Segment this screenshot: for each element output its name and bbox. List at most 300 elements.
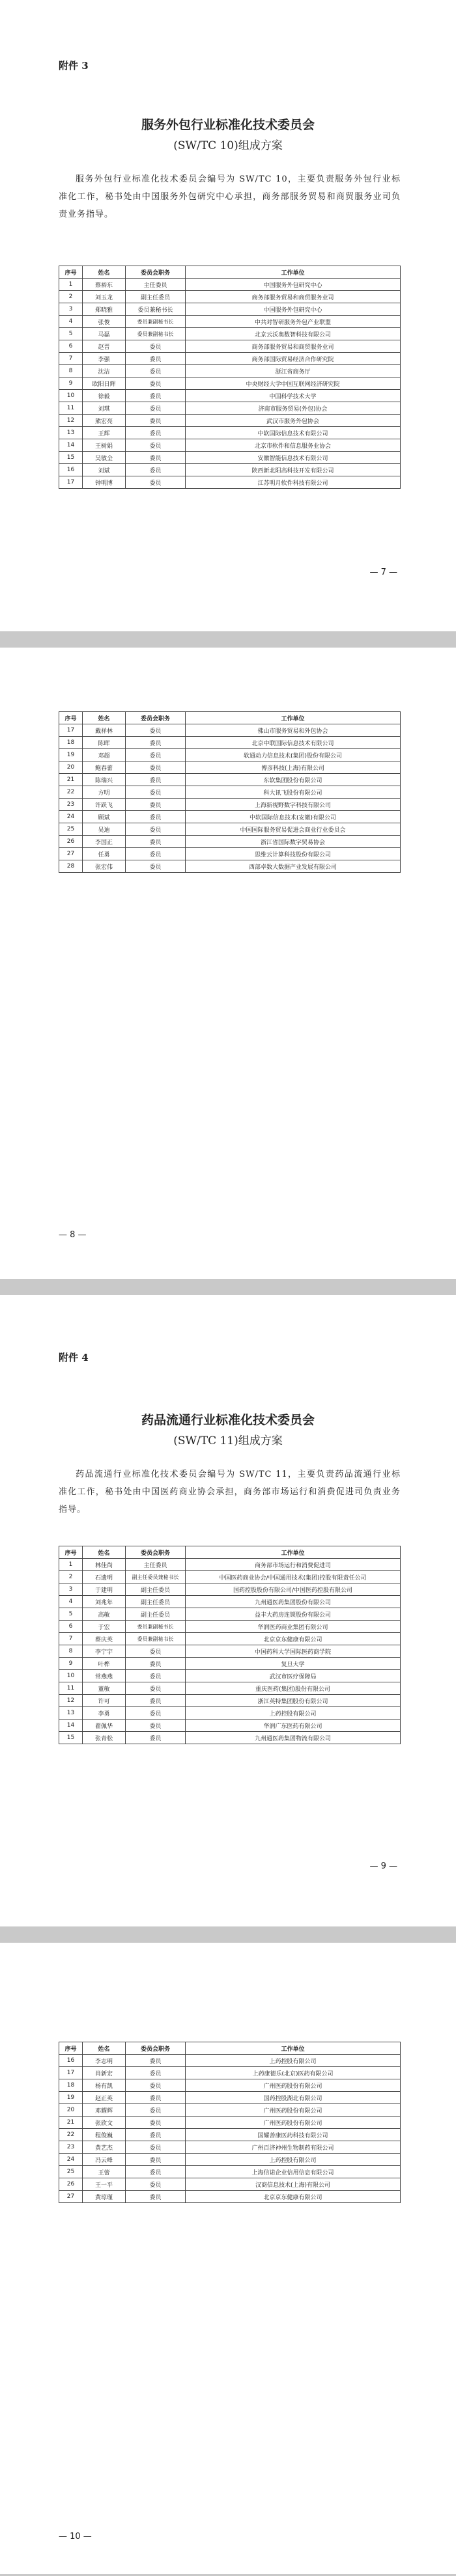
organization-cell: 安徽智能信息技术有限公司 [186,452,401,464]
name-cell: 蔡裕东 [83,279,126,291]
table-row [59,1682,401,1695]
role-cell: 主任委员 [126,279,186,291]
table-row [59,365,401,377]
column-header: 委员会职务 [126,712,186,724]
row-number-cell: 16 [59,2055,83,2067]
document-page-2 [0,648,456,1279]
row-number-cell: 4 [59,316,83,328]
row-number-cell: 5 [59,1608,83,1621]
role-cell: 委员 [126,724,186,737]
organization-cell: 商务部服务贸易和商贸服务业司 [186,340,401,353]
name-cell: 欧阳日辉 [83,377,126,390]
row-number-cell: 28 [59,860,83,873]
organization-cell: 商务部服务贸易和商贸服务业司 [186,291,401,303]
organization-cell: 商务部国际贸易经济合作研究院 [186,353,401,365]
table-row [59,390,401,402]
organization-cell: 北京中联国际信息技术有限公司 [186,737,401,749]
row-number-cell: 15 [59,1732,83,1744]
role-cell: 委员 [126,2092,186,2104]
row-number-cell: 26 [59,2178,83,2191]
name-cell: 陈瑞兴 [83,774,126,786]
role-cell: 委员 [126,860,186,873]
role-cell: 委员 [126,1682,186,1695]
column-header: 姓名 [83,2042,126,2055]
name-cell: 王树娟 [83,439,126,452]
table-row [59,291,401,303]
role-cell: 委员 [126,427,186,439]
role-cell: 委员 [126,439,186,452]
name-cell: 张欣文 [83,2117,126,2129]
organization-cell: 广州医药股份有限公司 [186,2117,401,2129]
organization-cell: 江苏明月软件科技有限公司 [186,476,401,489]
column-header: 序号 [59,1546,83,1559]
column-header: 序号 [59,266,83,279]
row-number-cell: 22 [59,2129,83,2141]
table-row [59,464,401,476]
table-row [59,427,401,439]
name-cell: 顾斌 [83,811,126,823]
name-cell: 翟佩华 [83,1720,126,1732]
column-header: 姓名 [83,266,126,279]
table-row [59,823,401,836]
document-page-1 [0,0,456,631]
table-row [59,1571,401,1583]
table-row [59,724,401,737]
name-cell: 李强 [83,353,126,365]
name-cell: 王蕾 [83,2166,126,2178]
organization-cell: 中国国际服务贸易促进会商业行业委员会 [186,823,401,836]
table-row [59,340,401,353]
row-number-cell: 20 [59,2104,83,2117]
role-cell: 委员 [126,365,186,377]
table-row [59,1596,401,1608]
row-number-cell: 13 [59,427,83,439]
table-row [59,328,401,340]
organization-cell: 北京云沃奥数智科技有限公司 [186,328,401,340]
row-number-cell: 11 [59,402,83,415]
role-cell: 委员兼副秘书长 [126,1621,186,1633]
page-number: — 10 — [59,2532,92,2542]
table-row [59,2104,401,2117]
row-number-cell: 6 [59,1621,83,1633]
table-header-row [59,712,401,724]
organization-cell: 上药康德乐(北京)医药有限公司 [186,2067,401,2079]
organization-cell: 武汉市医疗保障局 [186,1670,401,1682]
role-cell: 委员 [126,811,186,823]
organization-cell: 浙江省国际数字贸易协会 [186,836,401,848]
table-row [59,1583,401,1596]
table-row [59,811,401,823]
row-number-cell: 17 [59,2067,83,2079]
name-cell: 程俊巍 [83,2129,126,2141]
organization-cell: 济南市服务贸易(外包)协会 [186,402,401,415]
intro-paragraph: 服务外包行业标准化技术委员会编号为 SW/TC 10，主要负责服务外包行业标准化工作，秘书处由中国服务外包研究中心承担，商务部服务贸易和商贸服务业司负责业务指导。 [59,174,401,219]
organization-cell: 科大讯飞股份有限公司 [186,786,401,799]
row-number-cell: 17 [59,476,83,489]
page-title: 服务外包行业标准化技术委员会 [141,118,315,132]
attachment-label: 附件 4 [59,1352,89,1363]
table-row [59,2079,401,2092]
row-number-cell: 9 [59,1658,83,1670]
organization-cell: 陕西新北阳高科技开发有限公司 [186,464,401,476]
name-cell: 王辉 [83,427,126,439]
table-row [59,2055,401,2067]
table-row [59,377,401,390]
role-cell: 委员 [126,464,186,476]
organization-cell: 东软集团股份有限公司 [186,774,401,786]
organization-cell: 北京京东健康有限公司 [186,1633,401,1645]
organization-cell: 中软国际信息技术有限公司 [186,427,401,439]
name-cell: 徐毅 [83,390,126,402]
role-cell: 委员兼副秘书长 [126,1633,186,1645]
row-number-cell: 2 [59,1571,83,1583]
table-row [59,353,401,365]
table-row [59,1720,401,1732]
organization-cell: 北京市软件和信息服务业协会 [186,439,401,452]
role-cell: 委员 [126,2067,186,2079]
name-cell: 冯云峰 [83,2154,126,2166]
table-row [59,2178,401,2191]
table-header-row [59,266,401,279]
role-cell: 委员 [126,799,186,811]
row-number-cell: 12 [59,415,83,427]
name-cell: 王一平 [83,2178,126,2191]
name-cell: 任勇 [83,848,126,860]
table-row [59,737,401,749]
role-cell: 委员 [126,2104,186,2117]
row-number-cell: 11 [59,1682,83,1695]
table-row [59,761,401,774]
name-cell: 于建明 [83,1583,126,1596]
row-number-cell: 21 [59,774,83,786]
row-number-cell: 27 [59,2191,83,2203]
role-cell: 委员 [126,836,186,848]
column-header: 姓名 [83,712,126,724]
organization-cell: 浙江省商务厅 [186,365,401,377]
role-cell: 委员 [126,2079,186,2092]
name-cell: 于宏 [83,1621,126,1633]
name-cell: 杨有凯 [83,2079,126,2092]
member-table [59,2042,401,2203]
role-cell: 委员 [126,2129,186,2141]
organization-cell: 广州医药股份有限公司 [186,2104,401,2117]
organization-cell: 中软国际信息技术(安徽)有限公司 [186,811,401,823]
member-table [59,711,401,873]
role-cell: 委员 [126,402,186,415]
row-number-cell: 25 [59,2166,83,2178]
column-header: 委员会职务 [126,266,186,279]
role-cell: 委员 [126,377,186,390]
organization-cell: 武汉市服务外包协会 [186,415,401,427]
row-number-cell: 24 [59,811,83,823]
role-cell: 委员兼秘书长 [126,303,186,316]
name-cell: 许跃飞 [83,799,126,811]
organization-cell: 上海信诺企业信用信息有限公司 [186,2166,401,2178]
name-cell: 马磊 [83,328,126,340]
role-cell: 委员 [126,415,186,427]
row-number-cell: 12 [59,1695,83,1707]
column-header: 序号 [59,2042,83,2055]
name-cell: 陈晖 [83,737,126,749]
name-cell: 林佳尚 [83,1559,126,1571]
row-number-cell: 9 [59,377,83,390]
row-number-cell: 27 [59,848,83,860]
table-row [59,2166,401,2178]
name-cell: 董敏 [83,1682,126,1695]
organization-cell: 华润广东医药有限公司 [186,1720,401,1732]
table-row [59,316,401,328]
role-cell: 副主任委员 [126,1583,186,1596]
organization-cell: 中国服务外包研究中心 [186,279,401,291]
role-cell: 委员 [126,2117,186,2129]
name-cell: 石遗明 [83,1571,126,1583]
row-number-cell: 24 [59,2154,83,2166]
name-cell: 邓耀辉 [83,2104,126,2117]
organization-cell: 佛山市服务贸易和外包协会 [186,724,401,737]
table-row [59,1621,401,1633]
page-title: 药品流通行业标准化技术委员会 [141,1413,315,1427]
name-cell: 沈洁 [83,365,126,377]
row-number-cell: 19 [59,2092,83,2104]
table-row [59,860,401,873]
name-cell: 鲍春蕾 [83,761,126,774]
table-row [59,402,401,415]
page-number: — 8 — [59,1230,87,1240]
column-header: 工作单位 [186,266,401,279]
organization-cell: 重庆医药(集团)股份有限公司 [186,1682,401,1695]
row-number-cell: 19 [59,749,83,761]
table-header-row [59,2042,401,2055]
column-header: 姓名 [83,1546,126,1559]
role-cell: 副主任委员 [126,1596,186,1608]
row-number-cell: 14 [59,1720,83,1732]
table-row [59,1670,401,1682]
table-row [59,1732,401,1744]
role-cell: 委员 [126,774,186,786]
name-cell: 黄艺杰 [83,2141,126,2154]
name-cell: 赵晋 [83,340,126,353]
table-row [59,2129,401,2141]
organization-cell: 益丰大药房连锁股份有限公司 [186,1608,401,1621]
row-number-cell: 25 [59,823,83,836]
row-number-cell: 7 [59,1633,83,1645]
role-cell: 委员 [126,1645,186,1658]
organization-cell: 中国医药商业协会/中国通用技术(集团)控股有限责任公司 [186,1571,401,1583]
column-header: 工作单位 [186,2042,401,2055]
organization-cell: 中共对智研服务外包产业联盟 [186,316,401,328]
role-cell: 委员 [126,390,186,402]
role-cell: 副主任委员 [126,1608,186,1621]
page-subtitle: (SW/TC 11)组成方案 [173,1434,283,1447]
table-row [59,2154,401,2166]
row-number-cell: 7 [59,353,83,365]
role-cell: 委员 [126,2141,186,2154]
table-row [59,848,401,860]
row-number-cell: 3 [59,303,83,316]
organization-cell: 西部卓数大数据产业发展有限公司 [186,860,401,873]
name-cell: 叶桦 [83,1658,126,1670]
role-cell: 委员 [126,1720,186,1732]
organization-cell: 复旦大学 [186,1658,401,1670]
row-number-cell: 3 [59,1583,83,1596]
attachment-label: 附件 3 [59,60,89,72]
row-number-cell: 17 [59,724,83,737]
row-number-cell: 20 [59,761,83,774]
role-cell: 委员 [126,476,186,489]
role-cell: 委员 [126,1658,186,1670]
role-cell: 委员兼副秘书长 [126,316,186,328]
table-row [59,774,401,786]
organization-cell: 九州通医药集团股份有限公司 [186,1596,401,1608]
organization-cell: 广州百济神州生物制药有限公司 [186,2141,401,2154]
row-number-cell: 22 [59,786,83,799]
name-cell: 肖新宏 [83,2067,126,2079]
name-cell: 赵正英 [83,2092,126,2104]
name-cell: 李志明 [83,2055,126,2067]
role-cell: 副主任委员 [126,291,186,303]
row-number-cell: 5 [59,328,83,340]
name-cell: 刘玉龙 [83,291,126,303]
row-number-cell: 21 [59,2117,83,2129]
table-row [59,1633,401,1645]
row-number-cell: 18 [59,2079,83,2092]
role-cell: 委员 [126,2178,186,2191]
role-cell: 主任委员 [126,1559,186,1571]
name-cell: 许可 [83,1695,126,1707]
role-cell: 委员 [126,353,186,365]
role-cell: 委员 [126,848,186,860]
table-row [59,2092,401,2104]
role-cell: 委员 [126,2191,186,2203]
organization-cell: 华润医药商业集团有限公司 [186,1621,401,1633]
role-cell: 委员 [126,823,186,836]
row-number-cell: 10 [59,1670,83,1682]
role-cell: 委员 [126,1670,186,1682]
role-cell: 委员 [126,1732,186,1744]
table-row [59,1658,401,1670]
table-row [59,452,401,464]
name-cell: 戴祥林 [83,724,126,737]
table-row [59,799,401,811]
role-cell: 委员 [126,2055,186,2067]
row-number-cell: 14 [59,439,83,452]
page-number: — 7 — [369,568,397,577]
table-row [59,2141,401,2154]
role-cell: 委员 [126,1695,186,1707]
name-cell: 李宁宇 [83,1645,126,1658]
column-header: 工作单位 [186,712,401,724]
name-cell: 熊宏亮 [83,415,126,427]
name-cell: 方明 [83,786,126,799]
row-number-cell: 4 [59,1596,83,1608]
column-header: 序号 [59,712,83,724]
role-cell: 委员兼副秘书长 [126,328,186,340]
table-header-row [59,1546,401,1559]
member-table [59,266,401,489]
organization-cell: 浙江英特集团股份有限公司 [186,1695,401,1707]
table-row [59,786,401,799]
name-cell: 张宏伟 [83,860,126,873]
table-row [59,1608,401,1621]
table-row [59,1645,401,1658]
row-number-cell: 1 [59,279,83,291]
organization-cell: 北京京东健康有限公司 [186,2191,401,2203]
table-row [59,439,401,452]
organization-cell: 思维云计算科技股份有限公司 [186,848,401,860]
name-cell: 蔡庆英 [83,1633,126,1645]
role-cell: 委员 [126,2166,186,2178]
row-number-cell: 23 [59,799,83,811]
role-cell: 委员 [126,340,186,353]
organization-cell: 上药控股有限公司 [186,2055,401,2067]
table-row [59,2117,401,2129]
page-number: — 9 — [369,1861,397,1871]
table-row [59,836,401,848]
table-row [59,749,401,761]
table-row [59,2067,401,2079]
organization-cell: 中央财经大学中国互联网经济研究院 [186,377,401,390]
name-cell: 张俊 [83,316,126,328]
table-row [59,476,401,489]
name-cell: 吴迪 [83,823,126,836]
column-header: 工作单位 [186,1546,401,1559]
table-row [59,415,401,427]
name-cell: 刘琪 [83,402,126,415]
table-row [59,303,401,316]
page-subtitle: (SW/TC 10)组成方案 [173,139,283,152]
table-row [59,279,401,291]
row-number-cell: 1 [59,1559,83,1571]
row-number-cell: 10 [59,390,83,402]
row-number-cell: 8 [59,1645,83,1658]
role-cell: 委员 [126,786,186,799]
name-cell: 张青松 [83,1732,126,1744]
row-number-cell: 16 [59,464,83,476]
organization-cell: 商务部市场运行和消费促进司 [186,1559,401,1571]
row-number-cell: 2 [59,291,83,303]
organization-cell: 汉商信息技术(上海)有限公司 [186,2178,401,2191]
row-number-cell: 15 [59,452,83,464]
organization-cell: 国药控股股份有限公司/中国医药控股有限公司 [186,1583,401,1596]
role-cell: 委员 [126,737,186,749]
table-row [59,1559,401,1571]
name-cell: 刘斌 [83,464,126,476]
organization-cell: 上药控股有限公司 [186,2154,401,2166]
row-number-cell: 23 [59,2141,83,2154]
role-cell: 副主任委员兼秘书长 [126,1571,186,1583]
organization-cell: 博彦科技(上海)有限公司 [186,761,401,774]
organization-cell: 软通动力信息技术(集团)股份有限公司 [186,749,401,761]
organization-cell: 上海新视野数字科技有限公司 [186,799,401,811]
organization-cell: 九州通医药集团物流有限公司 [186,1732,401,1744]
column-header: 委员会职务 [126,1546,186,1559]
role-cell: 委员 [126,1707,186,1720]
document-page-4 [0,1943,456,2574]
row-number-cell: 13 [59,1707,83,1720]
row-number-cell: 18 [59,737,83,749]
organization-cell: 中国药科大学国际医药商学院 [186,1645,401,1658]
name-cell: 李勇 [83,1707,126,1720]
name-cell: 常燕燕 [83,1670,126,1682]
table-row [59,1707,401,1720]
name-cell: 吴敏全 [83,452,126,464]
table-row [59,1695,401,1707]
member-table [59,1546,401,1744]
table-row [59,2191,401,2203]
name-cell: 钟明博 [83,476,126,489]
role-cell: 委员 [126,2154,186,2166]
role-cell: 委员 [126,452,186,464]
